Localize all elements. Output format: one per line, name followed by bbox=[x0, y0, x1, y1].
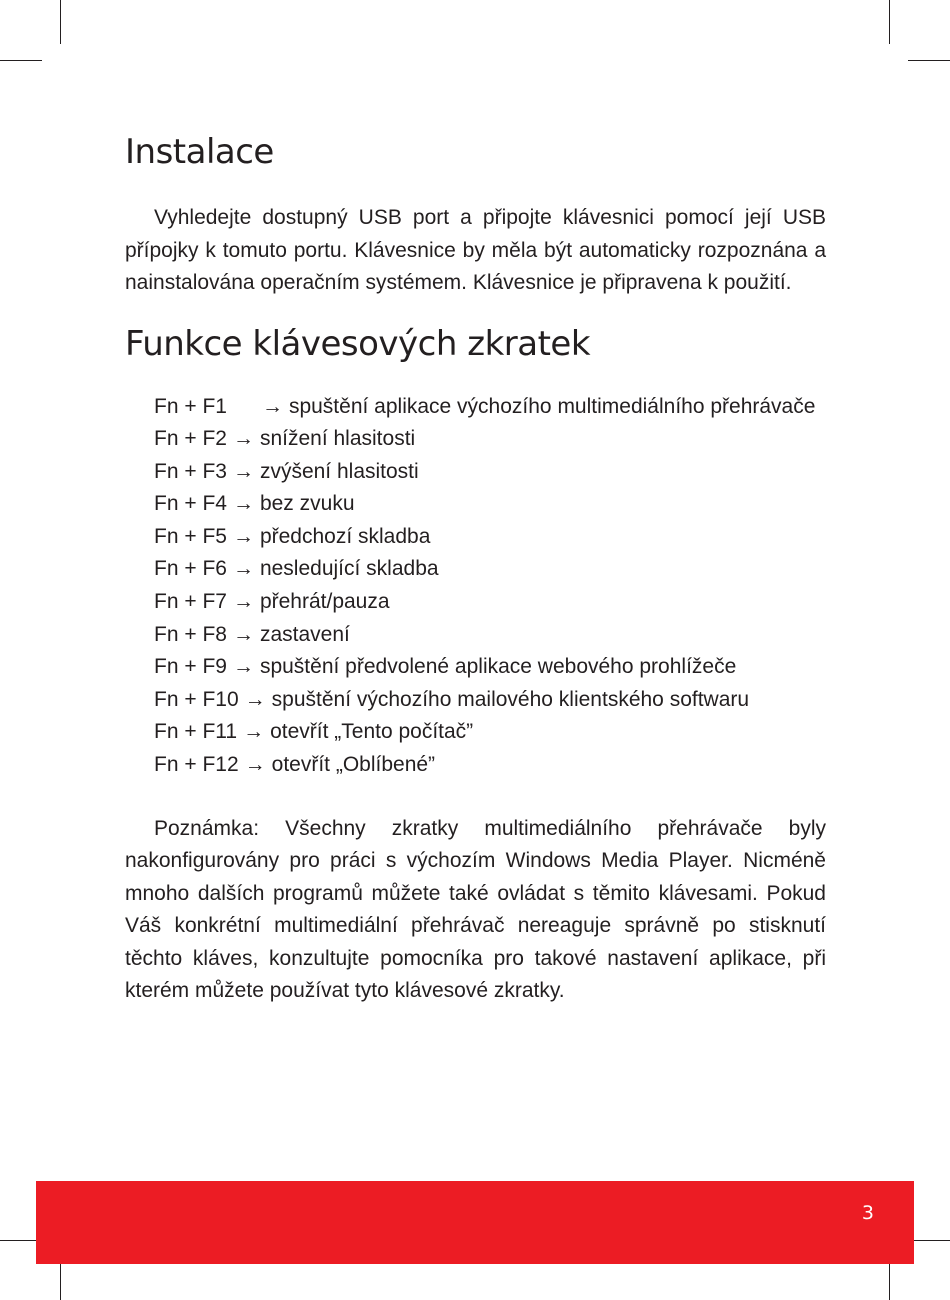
arrow-icon: → bbox=[232, 655, 254, 679]
crop-mark bbox=[908, 1240, 950, 1241]
shortcut-item: Fn + F2 → snížení hlasitosti bbox=[125, 423, 826, 456]
arrow-icon: → bbox=[232, 557, 254, 581]
crop-mark bbox=[889, 0, 890, 44]
arrow-icon: → bbox=[232, 622, 254, 646]
arrow-icon: → bbox=[232, 524, 254, 548]
arrow-icon: → bbox=[261, 394, 283, 418]
shortcut-item: Fn + F6 → nesledující skladba bbox=[125, 553, 826, 586]
crop-mark bbox=[0, 60, 42, 61]
arrow-icon: → bbox=[232, 427, 254, 450]
arrow-icon: → bbox=[243, 720, 265, 744]
page-content bbox=[125, 130, 826, 1008]
shortcut-item: Fn + F7 → přehrát/pauza bbox=[125, 586, 826, 619]
shortcut-item: Fn + F5 → předchozí skladba bbox=[125, 521, 826, 554]
crop-mark bbox=[60, 0, 61, 44]
shortcut-item: Fn + F11 → otevřít „Tento počítač” bbox=[125, 716, 826, 749]
arrow-icon: → bbox=[232, 589, 254, 613]
heading-installation: Instalace bbox=[125, 132, 274, 172]
arrow-icon: → bbox=[232, 492, 254, 516]
shortcut-list bbox=[125, 391, 826, 782]
shortcut-item: Fn + F9 → spuštění předvolené aplikace webového prohlížeče bbox=[125, 651, 826, 684]
installation-paragraph: Vyhledejte dostupný USB port a připojte klávesnici pomocí její USB přípojky k tomuto portu. Klávesnice by měla být automaticky rozpoznána a nainstalována operačním systémem. Klávesnice je připravena k použití. bbox=[125, 206, 826, 294]
crop-mark bbox=[908, 60, 950, 61]
arrow-icon: → bbox=[244, 687, 266, 711]
shortcut-item: Fn + F4 → bez zvuku bbox=[125, 488, 826, 521]
page-number: 3 bbox=[861, 1202, 874, 1224]
shortcut-item: Fn + F8 → zastavení bbox=[125, 619, 826, 652]
arrow-icon: → bbox=[232, 459, 254, 483]
shortcut-item: Fn + F1 → spuštění aplikace výchozího multimediálního přehrávače bbox=[125, 391, 826, 424]
heading-shortcuts: Funkce klávesových zkratek bbox=[125, 323, 591, 364]
shortcut-item: Fn + F10 → spuštění výchozího mailového klientského softwaru bbox=[125, 684, 826, 717]
note-paragraph: Poznámka: Všechny zkratky multimediálního přehrávače byly nakonfigurovány pro práci s výchozím Windows Media Player. Nicméně mnoho dalších programů můžete také ovládat s těmito klávesami. Pokud Váš konkrétní multimediální přehrávač nereaguje správně po stisknutí těchto kláves, konzultujte pomocníka pro takové nastavení aplikace, při kterém můžete používat tyto klávesové zkratky. bbox=[125, 816, 826, 1003]
footer-bar bbox=[36, 1181, 914, 1264]
shortcut-item: Fn + F3 → zvýšení hlasitosti bbox=[125, 456, 826, 489]
arrow-icon: → bbox=[244, 752, 266, 776]
shortcut-item: Fn + F12 → otevřít „Oblíbené” bbox=[125, 749, 826, 782]
